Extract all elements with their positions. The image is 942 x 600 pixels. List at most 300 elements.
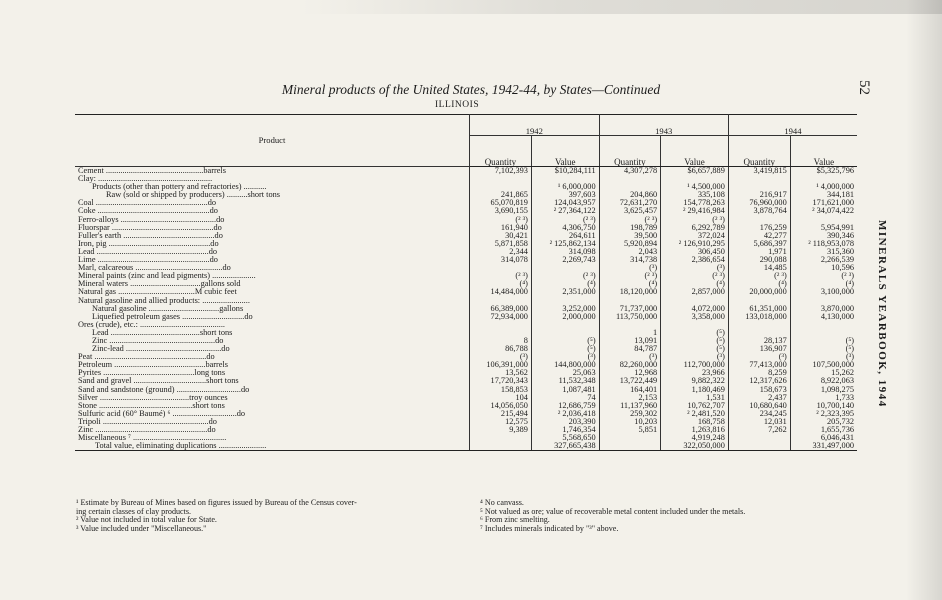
table-row [75, 175, 857, 183]
quantity-cell: 61,351,000 [728, 305, 790, 313]
product-name: Petroleum [78, 361, 113, 370]
footnotes-left [76, 499, 471, 533]
value-cell: 6,046,431 [820, 433, 854, 443]
value-cell: ² 125,862,134 [531, 240, 599, 248]
unit-label: do [208, 247, 217, 256]
quantity-cell: 28,137 [728, 337, 790, 345]
quantity-cell: 198,789 [599, 224, 661, 232]
leader-dots: ............................... [174, 385, 241, 394]
value-cell: ² 29,416,984 [661, 207, 729, 215]
quantity-cell: 71,737,000 [599, 305, 661, 313]
value-cell: 10,700,140 [816, 400, 854, 410]
quantity-cell: (⁴) [728, 280, 790, 288]
quantity-cell: 13,722,449 [599, 377, 661, 385]
table-row [75, 434, 857, 442]
quantity-cell: (² ³) [599, 216, 661, 224]
quantity-cell: (³) [470, 353, 532, 361]
value-cell: (⁴) [845, 279, 854, 289]
product-name: Marl, calcareous [78, 264, 134, 273]
product-cell [75, 434, 470, 442]
quantity-cell: 176,259 [728, 224, 790, 232]
product-cell [75, 288, 470, 296]
quantity-cell: 2,437 [728, 394, 790, 402]
value-cell: (⁴) [661, 280, 729, 288]
table-row [75, 183, 857, 191]
quantity-cell: 14,484,000 [470, 288, 532, 296]
table-row [75, 337, 857, 345]
unit-label: M cubic feet [194, 288, 237, 297]
product-name: Miscellaneous ⁷ [78, 434, 131, 443]
table-row [75, 305, 857, 313]
value-cell: 10,596 [831, 263, 854, 273]
unit-label: do [213, 223, 222, 232]
quantity-cell: 11,137,960 [599, 402, 661, 410]
quantity-cell: 5,920,894 [599, 240, 661, 248]
quantity-cell [470, 434, 532, 442]
value-cell: $10,284,111 [531, 167, 599, 176]
product-cell [75, 361, 470, 369]
product-name: Fluorspar [78, 223, 110, 232]
unit-label: do [216, 215, 225, 224]
value-cell: 1,531 [661, 394, 729, 402]
value-cell: ² 2,481,520 [661, 410, 729, 418]
product-cell [75, 386, 470, 394]
leader-dots: .................................. [146, 304, 220, 313]
value-cell: ² 2,323,395 [816, 408, 854, 418]
product-name: Fuller's earth [78, 231, 122, 240]
unit-label: short tons [199, 328, 233, 337]
table-row [75, 313, 857, 321]
quantity-cell [470, 321, 532, 329]
value-cell: 5,954,991 [820, 222, 854, 232]
product-name: Zinc-lead [92, 345, 124, 354]
product-cell [75, 402, 470, 410]
quantity-cell: 2,344 [470, 248, 532, 256]
quantity-cell: 2,043 [599, 248, 661, 256]
unit-label: do [240, 385, 250, 394]
product-name: Liquefied petroleum gases [92, 312, 181, 321]
value-cell: 1,746,354 [531, 426, 599, 434]
value-cell: 390,346 [827, 230, 854, 240]
quantity-cell: 241,865 [470, 191, 532, 199]
value-cell: (⁵) [531, 337, 599, 345]
quantity-cell: 7,262 [728, 426, 790, 434]
quantity-cell: 215,494 [470, 410, 532, 418]
value-header: Value [661, 136, 729, 167]
unit-label: do [209, 256, 218, 265]
value-header: Value [531, 136, 599, 167]
leader-dots: .......... [224, 191, 248, 200]
quantity-cell: 12,968 [599, 369, 661, 377]
product-name: Lead [92, 328, 109, 337]
quantity-cell: 1 [599, 329, 661, 337]
table-row [75, 216, 857, 224]
footnote: ⁶ From zinc smelting. [480, 515, 550, 525]
value-cell: 6,292,789 [661, 224, 729, 232]
quantity-cell: 18,120,000 [599, 288, 661, 296]
table-row [75, 240, 857, 248]
quantity-cell: 158,673 [728, 386, 790, 394]
leader-dots: ............................... [170, 409, 237, 418]
footnotes-right [480, 499, 860, 533]
value-cell: 1,087,481 [531, 386, 599, 394]
unit-label: short tons [206, 377, 239, 386]
quantity-cell: 314,078 [470, 256, 532, 264]
leader-dots: ..................... [210, 272, 256, 281]
quantity-cell: 13,091 [599, 337, 661, 345]
leader-dots: ........................................... [108, 328, 200, 337]
value-cell: ¹ 4,000,000 [816, 182, 854, 192]
quantity-cell: (² ³) [470, 216, 532, 224]
quantity-cell: (³) [599, 353, 661, 361]
leader-dots: ....................... [200, 296, 250, 305]
table-row [75, 361, 857, 369]
value-cell: 1,098,275 [820, 384, 854, 394]
quantity-header: Quantity [728, 136, 790, 167]
quantity-cell: 204,860 [599, 191, 661, 199]
quantity-cell [728, 442, 790, 451]
leader-dots: ...................................................... [95, 207, 210, 216]
product-cell [75, 329, 470, 337]
value-cell: 8,922,063 [820, 376, 854, 386]
footnote: ing certain classes of clay products. [76, 506, 192, 516]
value-cell: 2,857,000 [661, 288, 729, 296]
value-cell: 2,266,539 [820, 255, 854, 265]
product-cell [75, 183, 470, 191]
leader-dots: ....................... [216, 442, 267, 451]
quantity-cell [599, 434, 661, 442]
unit-label: barrels [203, 166, 226, 175]
quantity-cell: 161,940 [470, 224, 532, 232]
leader-dots: ............................................. [96, 401, 193, 410]
product-cell [75, 175, 470, 183]
unit-label: do [222, 264, 231, 273]
value-cell: (⁵) [531, 345, 599, 353]
quantity-cell: 9,389 [470, 426, 532, 434]
quantity-cell: 3,625,457 [599, 207, 661, 215]
value-cell: ² 34,074,422 [812, 206, 854, 216]
value-cell: 144,800,000 [531, 361, 599, 369]
product-name: Natural gas [78, 288, 117, 297]
leader-dots: ........... [241, 183, 267, 192]
value-cell: 2,351,000 [531, 288, 599, 296]
year-header-1942: 1942 [470, 115, 600, 136]
footnote: ⁴ No canvass. [480, 498, 524, 507]
product-cell [75, 272, 470, 280]
value-cell: 397,603 [531, 191, 599, 199]
table-row [75, 426, 857, 434]
product-cell [75, 280, 470, 288]
value-cell: (⁵) [661, 345, 729, 353]
value-cell: 2,386,654 [661, 256, 729, 264]
quantity-cell [599, 321, 661, 329]
product-name: Products (other than pottery and refractories) [92, 183, 242, 192]
value-cell: 11,532,348 [531, 377, 599, 385]
product-name: Lime [78, 256, 96, 265]
quantity-cell [470, 442, 532, 451]
quantity-cell: 10,680,640 [728, 402, 790, 410]
leader-dots: ............................................ [121, 231, 215, 240]
product-name: Total value, eliminating duplications [95, 442, 217, 451]
unit-label: do [244, 312, 253, 321]
leader-dots: ............................................ [101, 369, 195, 378]
quantity-cell: 82,260,000 [599, 361, 661, 369]
value-cell: 2,269,743 [531, 256, 599, 264]
quantity-cell: (² ³) [470, 272, 532, 280]
value-cell: (² ³) [661, 272, 729, 280]
quantity-cell: 8 [470, 337, 532, 345]
product-cell [75, 305, 470, 313]
product-cell [75, 442, 470, 451]
quantity-cell: 12,575 [470, 418, 532, 426]
product-name: Tripoli [78, 417, 101, 426]
quantity-cell: 86,788 [470, 345, 532, 353]
value-cell [790, 321, 857, 329]
quantity-cell: 7,102,393 [470, 167, 532, 176]
product-name: Sand and gravel [78, 377, 132, 386]
quantity-cell: 106,391,000 [470, 361, 532, 369]
table-row [75, 248, 857, 256]
product-name: Raw (sold or shipped by producers) [106, 191, 225, 200]
unit-label: do [207, 426, 216, 434]
table-row [75, 353, 857, 361]
quantity-cell: 2,153 [599, 394, 661, 402]
quantity-cell: 3,878,764 [728, 207, 790, 215]
value-cell: (² ³) [531, 272, 599, 280]
value-cell: 306,450 [661, 248, 729, 256]
product-column-header: Product [75, 115, 470, 167]
product-name: Ferro-alloys [78, 215, 119, 224]
value-cell: 335,108 [661, 191, 729, 199]
quantity-cell [599, 442, 661, 451]
value-cell: 3,870,000 [820, 303, 854, 313]
product-cell [75, 297, 470, 305]
product-cell [75, 191, 470, 199]
leader-dots: ...................................................... [93, 426, 208, 434]
year-header-1944: 1944 [728, 115, 857, 136]
product-name: Sand and sandstone (ground) [78, 385, 175, 394]
quantity-cell: (⁴) [599, 280, 661, 288]
quantity-cell: 3,419,815 [728, 167, 790, 176]
leader-dots: ........................................... [97, 393, 190, 402]
quantity-cell [599, 175, 661, 183]
value-cell: 4,130,000 [820, 311, 854, 321]
leader-dots: ..................................... [116, 288, 195, 297]
quantity-cell: (⁴) [470, 280, 532, 288]
value-cell: (⁵) [845, 344, 854, 354]
table-row [75, 288, 857, 296]
product-name: Ores (crude), etc.: [78, 320, 138, 329]
quantity-cell: 76,960,000 [728, 199, 790, 207]
value-cell: 344,181 [827, 190, 854, 200]
value-cell: ² 2,036,418 [531, 410, 599, 418]
product-cell [75, 224, 470, 232]
unit-label: do [236, 409, 246, 418]
table-row [75, 442, 857, 451]
product-name: Natural gasoline [92, 304, 147, 313]
quantity-cell: 5,686,397 [728, 240, 790, 248]
value-cell: (⁵) [661, 329, 729, 337]
leader-dots: ................................................. [109, 223, 214, 232]
product-name: Mineral waters [78, 280, 128, 289]
value-cell: 124,043,957 [531, 199, 599, 207]
value-cell: 322,050,000 [661, 442, 729, 451]
quantity-cell: 20,000,000 [728, 288, 790, 296]
leader-dots: ................................................... [107, 336, 216, 345]
product-cell [75, 264, 470, 272]
quantity-cell: (² ³) [728, 272, 790, 280]
product-cell [75, 426, 470, 434]
value-cell: 203,390 [531, 418, 599, 426]
value-cell: (³) [661, 353, 729, 361]
year-header-1943: 1943 [599, 115, 728, 136]
value-cell: 12,686,759 [531, 402, 599, 410]
product-cell [75, 240, 470, 248]
product-cell [75, 216, 470, 224]
table-row [75, 345, 857, 353]
unit-label: barrels [205, 361, 229, 370]
table-row [75, 329, 857, 337]
value-cell: 3,358,000 [661, 313, 729, 321]
value-cell: 2,000,000 [531, 313, 599, 321]
leader-dots: ....................................................... [95, 175, 213, 184]
value-cell: (³) [845, 352, 854, 362]
product-name: Stone [78, 401, 97, 410]
leader-dots: ...................................................... [93, 199, 208, 208]
quantity-cell: 133,018,000 [728, 313, 790, 321]
value-cell: 154,778,263 [661, 199, 729, 207]
product-name: Sulfuric acid (60° Baumé) ⁶ [78, 409, 171, 418]
unit-label: gallons [219, 304, 244, 313]
leader-dots: ...................................................... [95, 256, 210, 265]
table-row [75, 394, 857, 402]
unit-label: do [207, 199, 217, 208]
table-row [75, 199, 857, 207]
quantity-cell: 65,070,819 [470, 199, 532, 207]
leader-dots: ................................... [131, 377, 207, 386]
leader-dots: ......................................... [137, 320, 226, 329]
value-cell: 9,882,322 [661, 377, 729, 385]
unit-label: long tons [194, 369, 226, 378]
value-cell: (³) [661, 264, 729, 272]
quantity-cell: 5,851 [599, 426, 661, 434]
quantity-cell: 14,485 [728, 264, 790, 272]
quantity-cell: 259,302 [599, 410, 661, 418]
quantity-cell: 42,277 [728, 232, 790, 240]
quantity-cell: 164,401 [599, 386, 661, 394]
table-row [75, 418, 857, 426]
quantity-cell: 77,413,000 [728, 361, 790, 369]
table-row [75, 256, 857, 264]
unit-label: do [210, 239, 219, 248]
product-cell [75, 248, 470, 256]
table-row [75, 321, 857, 329]
value-cell: 372,024 [661, 232, 729, 240]
value-cell: 168,758 [661, 418, 729, 426]
value-cell: ² 27,364,122 [531, 207, 599, 215]
value-cell: 112,700,000 [661, 361, 729, 369]
quantity-cell: 290,088 [728, 256, 790, 264]
unit-label: troy ounces [189, 393, 228, 402]
quantity-cell: 30,421 [470, 232, 532, 240]
value-cell: 1,263,816 [661, 426, 729, 434]
table-row [75, 191, 857, 199]
quantity-cell: (³) [599, 264, 661, 272]
table-row [75, 369, 857, 377]
value-cell: 4,306,750 [531, 224, 599, 232]
quantity-cell: 72,631,270 [599, 199, 661, 207]
table-row [75, 224, 857, 232]
value-cell: 107,500,000 [812, 360, 854, 370]
quantity-cell: 136,907 [728, 345, 790, 353]
value-cell: (⁴) [531, 280, 599, 288]
value-cell: (⁵) [845, 335, 854, 345]
leader-dots: .............................................. [123, 345, 222, 354]
quantity-cell [728, 434, 790, 442]
value-cell: 4,919,248 [661, 434, 729, 442]
value-cell: 23,966 [661, 369, 729, 377]
footnote: ⁵ Not valued as ore; value of recoverable metal content included under the metals. [480, 506, 746, 516]
quantity-cell: 3,690,155 [470, 207, 532, 215]
product-cell [75, 369, 470, 377]
table-row [75, 297, 857, 305]
value-cell: ¹ 4,500,000 [661, 183, 729, 191]
quantity-cell: 314,738 [599, 256, 661, 264]
scan-noise-top [300, 0, 942, 14]
product-name: Coal [78, 199, 94, 208]
quantity-header: Quantity [599, 136, 661, 167]
product-name: Cement [78, 166, 104, 175]
table-row [75, 402, 857, 410]
footnote: ⁷ Includes minerals indicated by "³" above. [480, 523, 619, 533]
product-cell [75, 232, 470, 240]
product-cell [75, 418, 470, 426]
product-cell [75, 377, 470, 385]
value-cell: 331,497,000 [790, 442, 857, 451]
value-cell: (² ³) [661, 216, 729, 224]
quantity-cell [728, 175, 790, 183]
unit-label: do [214, 231, 223, 240]
leader-dots: ............................................. [130, 434, 227, 443]
running-head: MINERALS YEARBOOK, 1944 [876, 220, 888, 408]
product-cell [75, 410, 470, 418]
value-cell: $6,657,889 [661, 167, 729, 176]
value-cell: 205,732 [827, 416, 854, 426]
value-cell: 1,180,469 [661, 386, 729, 394]
product-name: Pyrites [78, 369, 102, 378]
value-cell: ² 118,953,078 [808, 238, 854, 248]
quantity-cell: 104 [470, 394, 532, 402]
value-cell: 3,252,000 [531, 305, 599, 313]
value-cell: 4,072,000 [661, 305, 729, 313]
product-name: Natural gasoline and allied products: [78, 296, 201, 305]
value-cell: 74 [531, 394, 599, 402]
value-cell: 5,568,650 [531, 434, 599, 442]
unit-label: do [209, 207, 218, 216]
table-row [75, 272, 857, 280]
unit-label: do [221, 345, 230, 354]
value-header: Value [790, 136, 857, 167]
quantity-cell: 113,750,000 [599, 313, 661, 321]
table-row [75, 232, 857, 240]
page-title: Mineral products of the United States, 1942-44, by States—Continued [281, 82, 661, 97]
value-cell: 264,611 [531, 232, 599, 240]
table-body [75, 167, 857, 451]
value-cell: (³) [531, 353, 599, 361]
unit-label: short tons [192, 401, 225, 410]
unit-label: do [208, 417, 217, 426]
product-name: Peat [78, 353, 93, 362]
